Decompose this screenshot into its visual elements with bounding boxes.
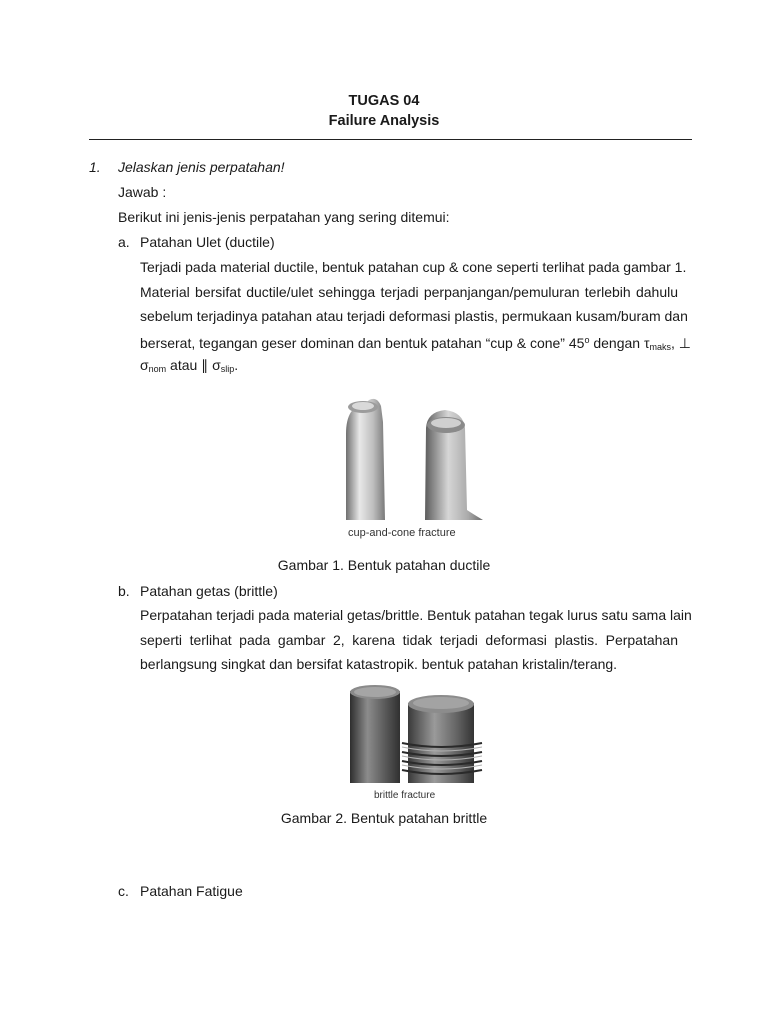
section-c-marker: c.: [118, 883, 129, 899]
section-b-marker: b.: [118, 583, 130, 599]
line4-end: , ⊥: [671, 335, 691, 351]
line5-mid: atau ∥ σ: [166, 357, 221, 373]
sigma-slip-sub: slip: [220, 364, 235, 374]
line4-text: berserat, tegangan geser dominan dan bentuk patahan “cup & cone” 45: [140, 335, 585, 351]
figure-2-caption: Gambar 2. Bentuk patahan brittle: [280, 810, 488, 826]
section-c-heading: Patahan Fatigue: [140, 883, 243, 899]
document-subtitle: Failure Analysis: [328, 113, 440, 129]
sigma-nom-sub: nom: [148, 364, 167, 374]
answer-intro: Berikut ini jenis-jenis perpatahan yang sering ditemui:: [118, 209, 450, 225]
document-title: TUGAS 04: [348, 93, 420, 109]
figure-2-label: brittle fracture: [374, 790, 436, 801]
section-a-line: [140, 331, 691, 356]
section-a-line: sebelum terjadinya patahan atau terjadi deformasi plastis, permukaan kusam/buram dan: [140, 308, 688, 324]
sigma-symbol: σ: [140, 357, 149, 373]
section-b-line: Perpatahan terjadi pada material getas/brittle. Bentuk patahan tegak lurus satu sama lain: [140, 607, 692, 623]
figure-1-caption: Gambar 1. Bentuk patahan ductile: [277, 557, 491, 573]
section-a-line: Material bersifat ductile/ulet sehingga terjadi perpanjangan/pemuluran terlebih dahulu: [140, 284, 678, 300]
answer-label: Jawab :: [118, 184, 167, 200]
question-number: 1.: [89, 159, 101, 175]
tau-sub: maks: [649, 342, 671, 352]
section-b-line: seperti terlihat pada gambar 2, karena tidak terjadi deformasi plastis. Perpatahan: [140, 632, 678, 648]
line4-mid: dengan τ: [589, 335, 650, 351]
header-divider: [89, 139, 692, 140]
brittle-fracture-image: [350, 683, 486, 783]
section-b-heading: Patahan getas (brittle): [140, 583, 278, 599]
section-a-heading: Patahan Ulet (ductile): [140, 234, 275, 250]
section-a-line: [140, 356, 238, 378]
figure-1-label: cup-and-cone fracture: [348, 527, 456, 539]
section-a-line: Terjadi pada material ductile, bentuk patahan cup & cone seperti terlihat pada gambar 1.: [140, 259, 687, 275]
degree-sup: o: [584, 335, 590, 345]
cup-and-cone-fracture-image: [333, 392, 493, 520]
question-text: Jelaskan jenis perpatahan!: [118, 159, 285, 175]
section-a-marker: a.: [118, 234, 130, 250]
section-b-line: berlangsung singkat dan bersifat katastropik. bentuk patahan kristalin/terang.: [140, 656, 618, 672]
line5-end: .: [234, 357, 239, 373]
